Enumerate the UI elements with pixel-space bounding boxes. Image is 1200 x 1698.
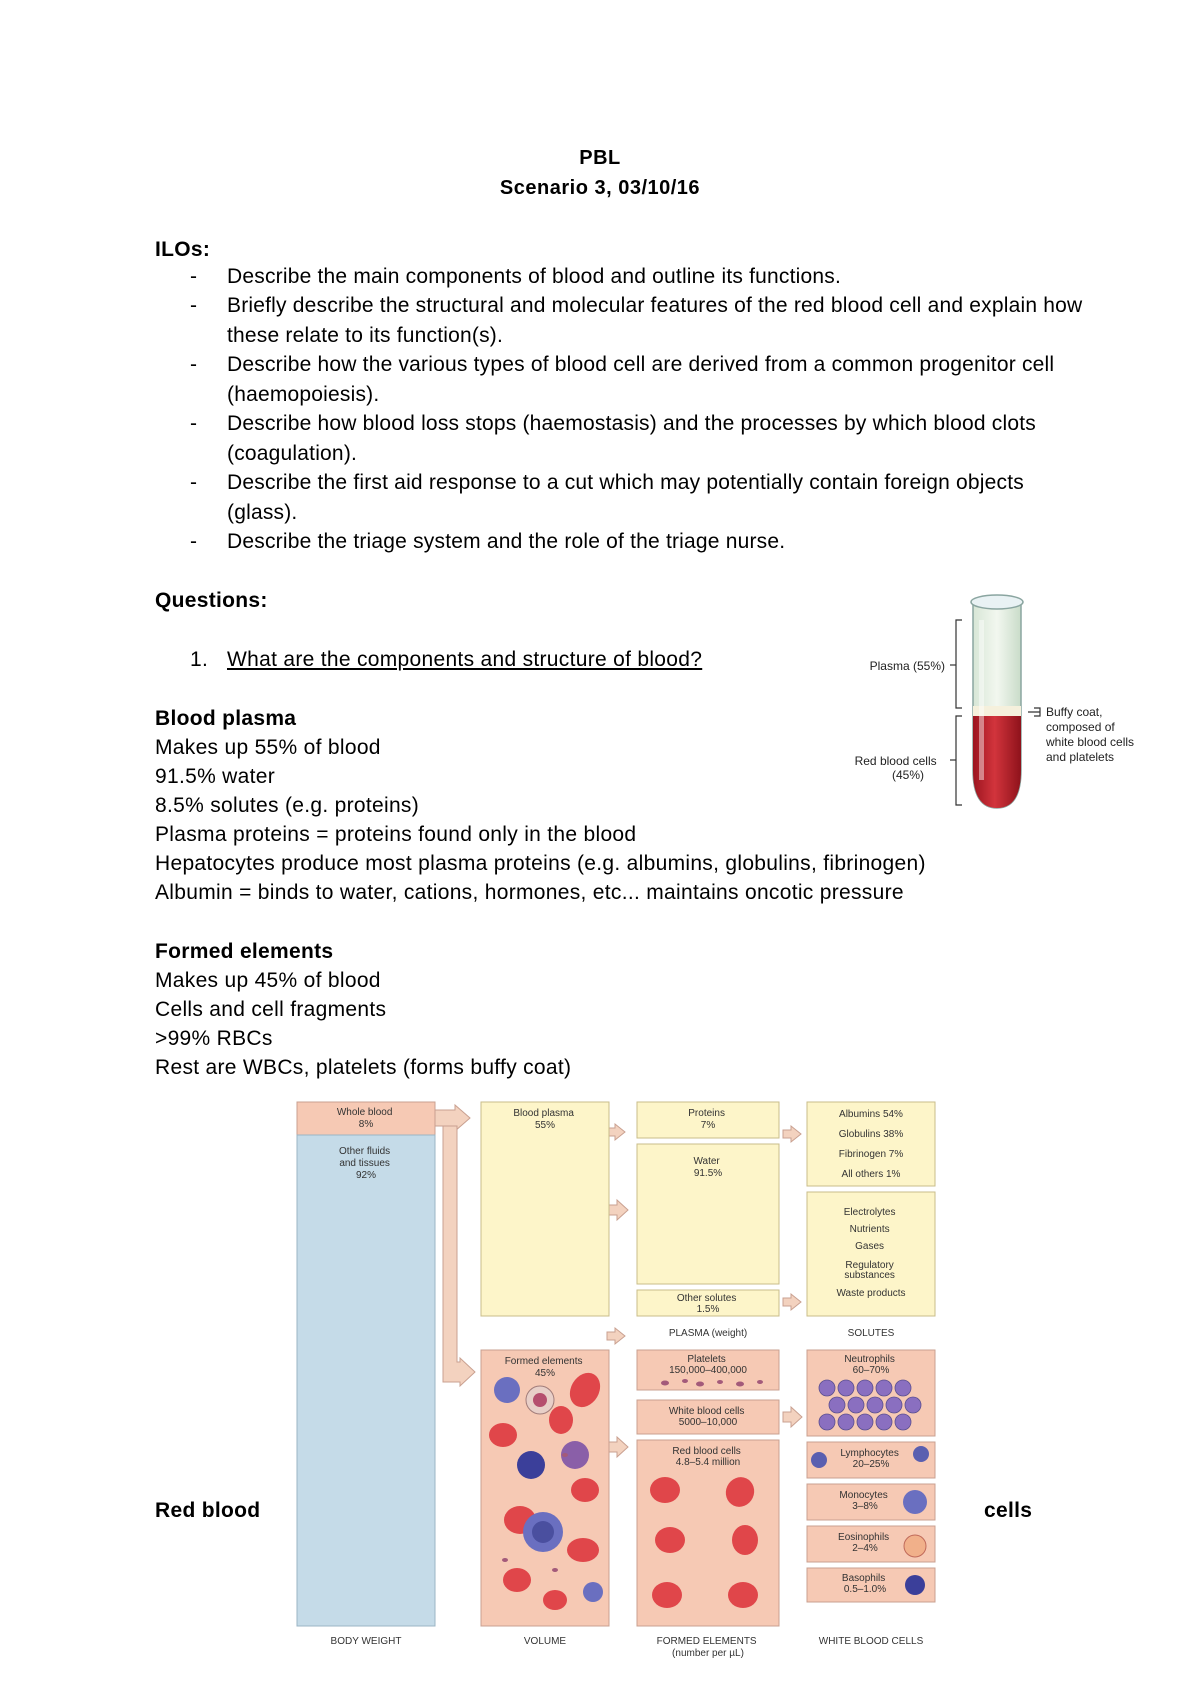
neutrophil-cells (819, 1380, 921, 1430)
platelets-label: Platelets 150,000–400,000 (669, 1354, 747, 1376)
globulins-label: Globulins 38% (838, 1129, 904, 1140)
ilo-item: - Describe the first aid response to a cut which may potentially contain foreign objects (glass). (190, 471, 1024, 524)
neutrophils-label: Neutrophils 60–70% (844, 1354, 895, 1376)
caption-volume: VOLUME (523, 1636, 567, 1647)
formed-line: Makes up 45% of blood (155, 969, 381, 992)
formed-line: Rest are WBCs, platelets (forms buffy coat) (155, 1056, 572, 1079)
lymphocyte-cell (913, 1446, 929, 1462)
plasma-heading: Blood plasma (155, 707, 297, 730)
water-label: Water 91.5% (693, 1156, 723, 1179)
solutes-list: Electrolytes Nutrients Gases Regulatory substances Waste products (836, 1207, 906, 1299)
ilos-heading: ILOs: (155, 238, 211, 261)
blood-composition-figure (295, 1100, 975, 1660)
rbc-heading-right: cells (984, 1499, 1033, 1522)
caption-formed-elements: FORMED ELEMENTS (number per µL) (656, 1636, 757, 1659)
lymphocyte-cell (811, 1452, 827, 1468)
caption-solutes: SOLUTES (847, 1328, 895, 1339)
lymphocytes-label: Lymphocytes 20–25% (840, 1448, 899, 1470)
formed-heading: Formed elements (155, 940, 334, 963)
blood-tube-figure (840, 590, 1160, 820)
tube-rbc-label: Red blood cells (45%) (854, 754, 937, 782)
questions-heading: Questions: (155, 589, 268, 612)
question-number: 1. (190, 648, 209, 671)
eosinophil-cell (904, 1535, 926, 1557)
blood-plasma-box (481, 1102, 609, 1316)
caption-plasma-weight: PLASMA (weight) (668, 1328, 748, 1339)
plasma-line: 8.5% solutes (e.g. proteins) (155, 794, 420, 817)
rbc-heading-left: Red blood (155, 1499, 261, 1522)
basophil-cell (905, 1575, 925, 1595)
ilo-item: - Briefly describe the structural and molecular features of the red blood cell and explain how these relate to its function(s). (190, 294, 1083, 347)
other-fluids-box (297, 1135, 435, 1626)
monocyte-cell (903, 1490, 927, 1514)
basophils-label: Basophils 0.5–1.0% (841, 1573, 887, 1595)
tube-plasma-label: Plasma (55%) (869, 659, 945, 673)
ilo-item: - Describe how the various types of blood cell are derived from a common progenitor cell (haemopoiesis). (190, 353, 1055, 406)
formed-line: Cells and cell fragments (155, 998, 387, 1021)
plasma-line: Hepatocytes produce most plasma proteins (e.g. albumins, globulins, fibrinogen) (155, 852, 926, 875)
whole-blood-label: Whole blood 8% (336, 1107, 393, 1130)
blood-plasma-label: Blood plasma 55% (513, 1108, 574, 1131)
rbc-count-label: Red blood cells 4.8–5.4 million (672, 1446, 741, 1468)
plasma-line: 91.5% water (155, 765, 276, 788)
formed-line: >99% RBCs (155, 1027, 273, 1050)
formed-elements-label: Formed elements 45% (504, 1356, 583, 1379)
ilo-item: - Describe how blood loss stops (haemostasis) and the processes by which blood clots (coagulation). (190, 412, 1036, 465)
caption-white-blood-cells: WHITE BLOOD CELLS (818, 1636, 924, 1647)
plasma-line: Plasma proteins = proteins found only in the blood (155, 823, 637, 846)
proteins-label: Proteins 7% (688, 1108, 725, 1131)
ilo-item: - Describe the triage system and the role of the triage nurse. (190, 530, 786, 553)
albumins-label: Albumins 54% (839, 1109, 903, 1120)
test-tube (971, 595, 1023, 808)
wbc-count-label: White blood cells 5000–10,000 (668, 1406, 745, 1428)
fibrinogen-label: Fibrinogen 7% (838, 1149, 904, 1160)
question-1: What are the components and structure of blood? (227, 648, 703, 671)
tube-buffy-label: Buffy coat, composed of white blood cells and platelets (1046, 705, 1135, 764)
page-subtitle: Scenario 3, 03/10/16 (499, 177, 701, 199)
ilo-item: - Describe the main components of blood and outline its functions. (190, 265, 841, 288)
monocytes-label: Monocytes 3–8% (839, 1490, 888, 1512)
plasma-line: Albumin = binds to water, cations, hormones, etc... maintains oncotic pressure (155, 881, 904, 904)
page-title: PBL (579, 147, 621, 169)
plasma-line: Makes up 55% of blood (155, 736, 381, 759)
caption-body-weight: BODY WEIGHT (330, 1636, 402, 1647)
all-others-label: All others 1% (841, 1169, 901, 1180)
other-fluids-label: Other fluids and tissues 92% (339, 1146, 391, 1181)
eosinophils-label: Eosinophils 2–4% (838, 1532, 890, 1554)
other-solutes-label: Other solutes 1.5% (676, 1293, 737, 1315)
